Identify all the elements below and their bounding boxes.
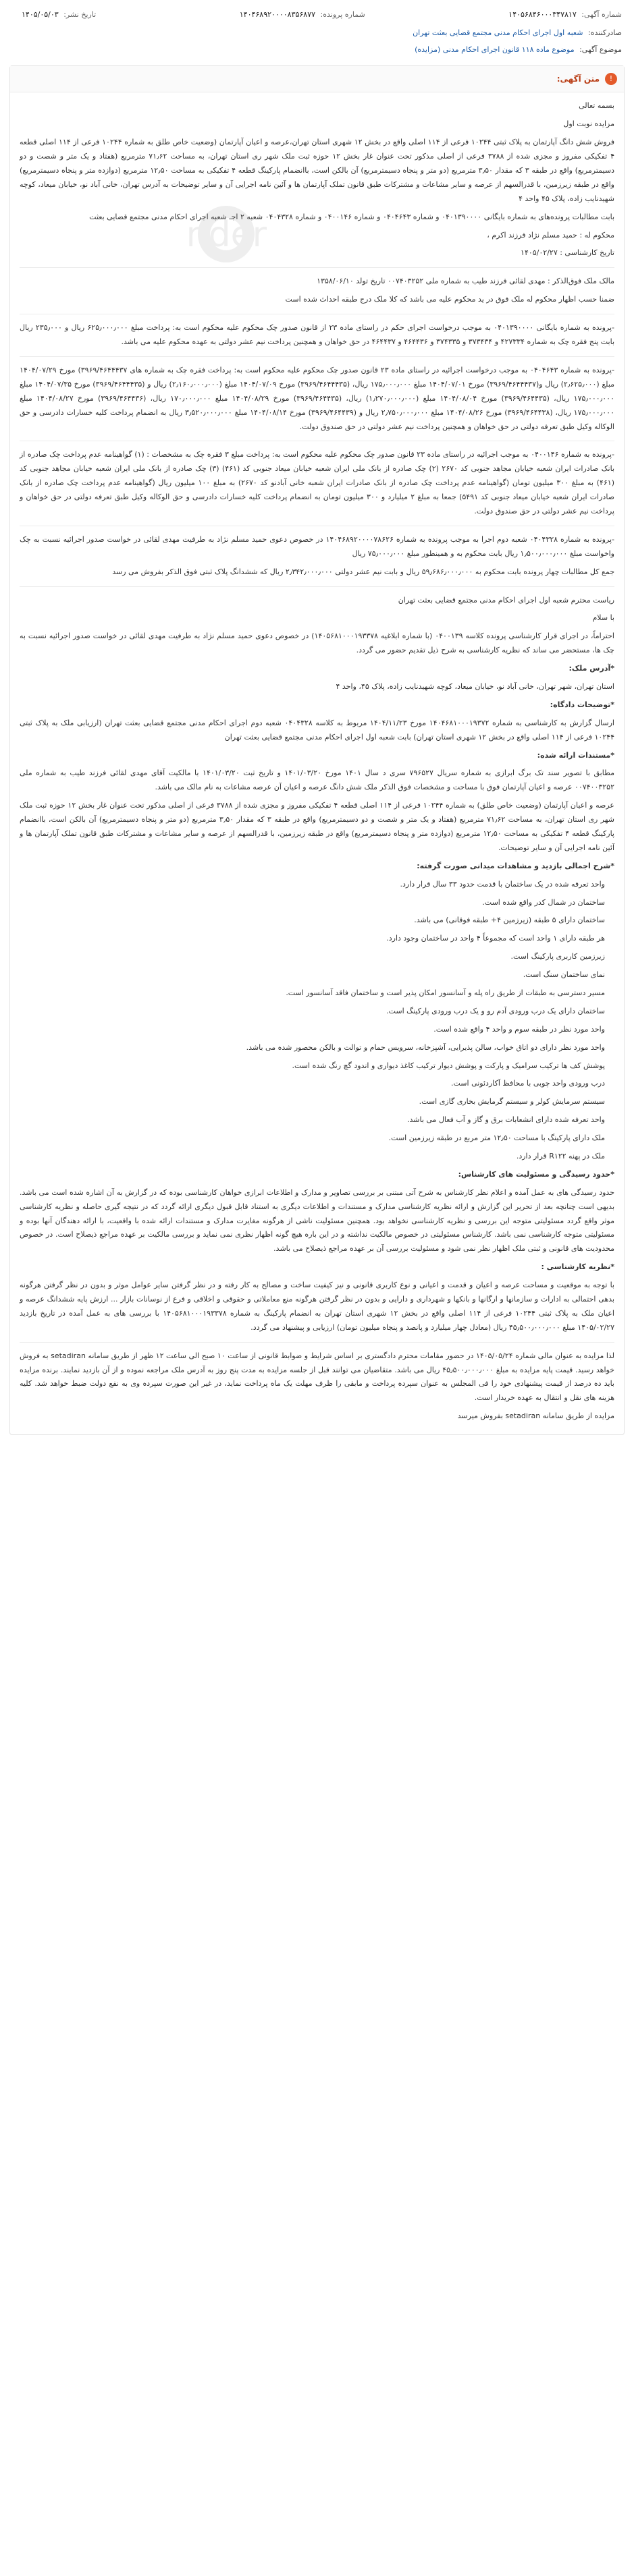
divider <box>20 356 614 357</box>
heading-address: *آدرس ملک: <box>569 664 614 673</box>
paragraph-greeting: با سلام <box>592 613 614 623</box>
paragraph-appraisal-date: تاریخ کارشناسی : ۱۴۰۵/۰۲/۲۷ <box>521 248 614 258</box>
list-item: پوشش کف ها ترکیب سرامیک و پارکت و پوشش دیوار ترکیب کاغذ دیواری و اندود گچ رنگ شده است. <box>292 1061 605 1070</box>
card-header <box>10 66 624 93</box>
paragraph-total-claims: جمع کل مطالبات چهار پرونده بابت محکوم به ۵۹٫۶۸۶٫۰۰۰٫۰۰۰ ریال و بابت نیم عشر دولتی ۲٫۳۴۲٫۰۰۰٫۰۰۰ ریال که ششدانگ پلاک ثبتی فوق الذکر بفروش می رسد <box>112 567 614 576</box>
ads-number-label: شماره آگهی: <box>581 10 622 19</box>
list-item: نمای ساختمان سنگ است. <box>523 970 605 980</box>
divider <box>20 1342 614 1343</box>
watermark-text: nder <box>186 215 267 256</box>
list-item: واحد تعرفه شده در یک ساختمان با قدمت حدود ۳۳ سال قرار دارد. <box>400 879 605 889</box>
subject-label: موضوع آگهی: <box>579 45 622 54</box>
header-meta-bar <box>9 5 625 25</box>
paragraph-possession-note: ضمنا حسب اظهار محکوم له ملک فوق در ید محکوم علیه می باشد که کلا ملک درج طبقه احداث شده است <box>285 295 614 304</box>
paragraph-owner: مالک ملک فوق‌الذکر : مهدی لقائی فرزند طیب به شماره ملی ۰۰۷۴۰۳۲۵۲ تاریخ تولد ۱۳۵۸/۰۶/۱۰ <box>317 277 614 286</box>
heading-court-notes: *توضیحات دادگاه: <box>550 700 614 709</box>
paragraph-property-description: فروش شش دانگ آپارتمان به پلاک ثبتی ۱۰۲۴۴ فرعی از ۱۱۴ اصلی واقع در بخش ۱۲ شهری استان تهران،عرصه و اعیان آپارتمان (وضعیت خاص طلق به شماره ۱۰۲۴۴ فرعی از ۱۱۴ اصلی قطعه ۴ تفکیکی مفروز و مجزی شده از ۳۷۸۸ فرعی از اصلی مذکور تحت عنوان غار بخش ۱۲ حوزه ثبت ملک شهر ری استان تهران، به مساحت ۷۱٫۶۲ مترمربع (هفتاد و یک متر و شصت و دو دسیمترمربع) واقع در طبقه ۳ که مقدار ۳٫۵۰ مترمربع (دو متر و پنجاه دسیمترمربع) آن بالکن است، باانضمام پارکینگ قطعه ۴ تفکیکی به مساحت ۱۲٫۵۰ مترمربع (دوازده متر و پنجاه دسیمترمربع) واقع در طبقه زیرزمین، با قدرالسهم از عرصه و سایر مشاعات و مشترکات طبق قانون تملک آپارتمان ها و آئین نامه اجرایی آن و سایر توضیحات به آدرس تهران، خانی آباد نو، خیابان میعاد، کوچه شهیدنایب زاده، پلاک ۴۵ واحد ۴ <box>20 138 615 203</box>
paragraph-sale-channel: مزایده از طریق سامانه setadiran بفروش میرسد <box>457 1411 614 1421</box>
paragraph-beneficiary: محکوم له : حمید مسلم نژاد فرزند اکرم ، <box>487 230 614 240</box>
list-item: ملک دارای پارکینگ با مساحت ۱۲٫۵۰ متر مربع در طبقه زیرزمین است. <box>388 1133 605 1143</box>
card-title: متن آگهی: <box>556 74 600 84</box>
list-item: مسیر دسترسی به طبقات از طریق راه پله و آسانسور امکان پذیر است و ساختمان فاقد آسانسور است. <box>286 988 605 997</box>
publisher-value[interactable]: شعبه اول اجرای احکام مدنی مجتمع قضایی بعثت تهران <box>413 28 583 37</box>
paragraph-expert-opinion: با توجه به موقعیت و مساحت عرصه و اعیان و قدمت و اعیانی و نوع کاربری قانونی و نیز کیفیت ساخت و مصالح به کار رفته و در نظر گرفتن سایر عوامل موثر و بدون در نظر گرفتن هرگونه بدهی احتمالی به ادارات و سازمانها و ارگانها و بانکها و شهرداری و دارایی و بدون در نظر گرفتن هرگونه منع معاملاتی و حقوقی و اخلاقی و فرع از نوسانات بازار ... ارزش پایه ششدانگ عرصه و اعیان ملک به پلاک ثبتی ۱۰۲۴۴ فرعی از ۱۱۴ اصلی واقع در بخش ۱۲ شهری استان تهران به انضمام پارکینگ به شماره ۱۴۰۵۶۸۱۰۰۰۱۹۳۳۷۸ با بررسی های به عمل آمده در تاریخ بازدید ۱۴۰۵/۰۲/۲۷ مبلغ ۴۵٫۵۰۰٫۰۰۰٫۰۰۰ ریال (معادل چهار میلیارد و پانصد و پنجاه میلیون تومان) ارزیابی و پیشنهاد می گردد. <box>20 1281 614 1332</box>
list-item: واحد تعرفه شده دارای انشعابات برق و گاز و آب فعال می باشد. <box>406 1115 605 1125</box>
list-item: ساختمان دارای ۵ طبقه (زیرزمین ۴+ طبقه فوقانی) می باشد. <box>414 916 605 925</box>
heading-inspection: *شرح اجمالی بازدید و مشاهدات میدانی صورت گرفته: <box>417 861 614 870</box>
paragraph-auction-terms: لذا مزایده به عنوان مالی شماره ۱۴۰۵/۰۵/۲۴ در حضور مقامات محترم دادگستری بر اساس شرایط و ضوابط قانونی از ساعت ۱۰ صبح الی ساعت ۱۲ ظهر از طریق سامانه setadiran به فروش خواهد رسید. قیمت پایه مزایده به مبلغ ۴۵٫۵۰۰٫۰۰۰٫۰۰۰ ریال می باشد. متقاضیان می توانند قبل از جلسه مزایده به مدت پنج روز به آدرس ملک مراجعه نموده و از آن بازدید نمایند. برنده مزایده باید ده درصد از قیمت پیشنهادی خود را فی المجلس به عنوان سپرده پرداخت و مابقی را ظرف مهلت یک ماه پرداخت نماید، در غیر این صورت سپرده وی به نفع دولت ضبط خواهد شد. کلیه هزینه های نقل و انتقال به عهده خریدار است. <box>20 1351 615 1403</box>
paragraph-case-3: -پرونده به شماره ۰۴۰۰۱۴۶ به موجب اجرائیه در راستای ماده ۲۳ قانون صدور چک محکوم علیه محکوم است به: پرداخت مبلغ ۳ فقره چک به مشخصات : (۱) گواهینامه عدم پرداخت چک صادره از بانک صادرات ایران شعبه خیابان مجاهد جنوبی کد ۲۶۷۰ (۲) چک صادره از بانک ملی ایران شعبه خیابان میعاد جنوبی کد (۴۶۱) (۳) چک صادره از بانک ملی ایران شعبه خیابان مجاهد جنوبی کد (۴۶۱) به مبلغ ۳۰۰ میلیون تومان (گواهینامه عدم پرداخت چک صادره از بانک صادرات ایران شعبه خانی آبادنو کد ۲۶۷۰) به مبلغ ۱۰۰ میلیون ریال (گواهینامه عدم پرداخت چک صادره از بانک صادرات ایران شعبه خیابان میعاد جنوبی کد ۵۴۹۱) جمعا به مبلغ ۲ میلیارد و ۳۰۰ میلیون تومان به انضمام پرداخت کلیه خسارات دادرسی و حق الوکاله وکیل طبق تعرفه دولتی در حق خواهان و پرداخت نیم عشر دولتی در حق صندوق دولت. <box>20 450 615 515</box>
ads-number <box>508 8 622 22</box>
ads-number-value: ۱۴۰۵۶۸۴۶۰۰۰۳۴۷۸۱۷ <box>508 10 577 19</box>
heading-expert-opinion: *نظریه کارشناسی : <box>541 1262 614 1272</box>
heading-documents: *مستندات ارائه شده: <box>537 750 614 760</box>
inspection-list <box>20 878 614 1164</box>
list-item: ملک در پهنه R۱۲۲ قرار دارد. <box>516 1152 605 1161</box>
divider <box>20 586 614 587</box>
list-item: واحد مورد نظر در طبقه سوم و واحد ۴ واقع شده است. <box>433 1024 605 1034</box>
paragraph-claims-cases: بابت مطالبات پرونده‌های به شماره بایگانی ۰۴۰۱۳۹۰۰۰۰ و شماره ۰۴۰۴۶۴۳ و شماره ۰۴۰۰۱۴۶ و شماره ۰۴۰۴۳۲۸ شعبه ۲ اجـ شعبه اجرای احکام مدنی مجتمع قضایی بعثت <box>89 212 614 221</box>
subject-line <box>9 42 625 59</box>
info-icon: ! <box>605 73 617 85</box>
list-item: ساختمان دارای یک درب ورودی آدم رو و یک درب ورودی پارکینگ است. <box>386 1006 605 1015</box>
divider <box>20 267 614 268</box>
paragraph-deed: مطابق با تصویر سند تک برگ ابرازی به شماره سریال ۷۹۶۵۲۷ سری د سال ۱۴۰۱ مورخ ۱۴۰۱/۰۳/۲۰ و تاریخ ثبت ۱۴۰۱/۰۳/۲۰ با مالکیت آقای مهدی لقائی فرزند طیب به شماره ملی ۰۰۷۴۰۰۳۲۵۲ عرصه و اعیان آپارتمان فوق با مساحت و مشخصات فوق الذکر ملک شش دانگ عرصه و اعیان آن عرصه مشاعات به نام مالک می باشد. <box>20 768 615 792</box>
heading-responsibilities: *حدود رسیدگی و مسئولیت های کارشناس: <box>458 1169 614 1179</box>
case-number <box>240 8 365 22</box>
case-number-label: شماره پرونده: <box>320 10 365 19</box>
list-item: سیستم سرمایش کولر و سیستم گرمایش بخاری گازی است. <box>419 1097 605 1107</box>
case-number-value: ۱۴۰۴۶۸۹۲۰۰۰۰۸۳۵۶۸۷۷ <box>239 10 316 19</box>
paragraph-case-2: -پرونده به شماره ۰۴۰۴۶۴۳ به موجب درخواست اجرائیه در راستای ماده ۲۳ قانون صدور چک محکوم علیه محکوم است به: پرداخت فقره چک به شماره های ۳۹۶۹/۴۶۴۴۴۳۷) مورخ ۱۴۰۴/۰۷/۲۹ مبلغ (۲٫۶۲۵٫۰۰۰) ریال و(۳۹۶۹/۴۶۴۴۴۳۷) مورخ ۱۴۰۴/۰۷/۰۱ مبلغ ۱۷۵٫۰۰۰٫۰۰۰ ریال، (۳۹۶۹/۴۶۴۴۴۳۵) مورخ ۱۴۰۴/۰۷/۰۹ مبلغ (۲٫۱۶۰٫۰۰۰٫۰۰۰) ریال و (۳۹۶۹/۴۶۴۴۴۳۵) مورخ ۱۴۰۴/۰۷/۳۵ مبلغ ۱۷۵٫۰۰۰٫۰۰۰ ریال، (۳۹۶۹/۴۶۴۴۳۵) مورخ ۱۴۰۴/۰۸/۰۴ مبلغ (۱٫۲۷۰٫۰۰۰٫۰۰۰) ریال، (۳۹۶۹/۴۶۴۴۳۵) مورخ ۱۴۰۴/۰۸/۲۹ مبلغ ۱۷۰٫۰۰۰٫۰۰۰ ریال، (۳۹۶۹/۴۶۴۴۳۶) مورخ ۱۴۰۴/۰۸/۲۷ مبلغ ۱۷۵٫۰۰۰٫۰۰۰ ریال، (۳۹۶۹/۴۶۴۴۳۸) مورخ ۱۴۰۴/۰۸/۲۶ مبلغ ۲٫۷۵۰٫۰۰۰٫۰۰۰ ریال و (۳۹۶۹/۴۶۴۴۳۹) مورخ ۱۴۰۴/۰۸/۱۴ مبلغ ۳٫۵۲۰٫۰۰۰٫۰۰۰ ریال به انضمام پرداخت کلیه خسارات دادرسی و حق الوکاله وکیل طبق تعرفه دولتی در حق خواهان و همچنین پرداخت نیم عشر دولتی در حق صندوق دولت. <box>20 365 615 431</box>
paragraph-addressee: ریاست محترم شعبه اول اجرای احکام مدنی مجتمع قضایی بعثت تهران <box>398 595 614 605</box>
subject-value[interactable]: موضوع ماده ۱۱۸ قانون اجرای احکام مدنی (مزایده) <box>415 45 575 54</box>
paragraph-property-details: عرصه و اعیان آپارتمان (وضعیت خاص طلق) به شماره ۱۰۲۴۴ فرعی از ۱۱۴ اصلی قطعه ۴ تفکیکی مفروز و مجزی شده از ۳۷۸۸ فرعی از اصلی مذکور تحت عنوان غار بخش ۱۲ حوزه ثبت ملک شهر ری استان تهران، به مساحت ۷۱٫۶۲ مترمربع (هفتاد و یک متر و شصت و دو دسیمترمربع) واقع در طبقه ۳ که مقدار ۳٫۵۰ مترمربع (دو متر و پنجاه دسیمترمربع) آن بالکن است، باانضمام پارکینگ قطعه ۴ تفکیکی به مساحت ۱۲٫۵۰ مترمربع (دوازده متر و پنجاه دسیمترمربع) واقع در طبقه زیرزمین، با قدرالسهم از عرصه و سایر مشاعات و مشترکات طبق قانون تملک آپارتمان ها و آئین نامه اجرایی آن و سایر توضیحات. <box>20 801 615 852</box>
paragraph-address: استان تهران، شهر تهران، خانی آباد نو، خیابان میعاد، کوچه شهیدنایب زاده، پلاک ۴۵، واحد ۴ <box>336 681 614 691</box>
paragraph-case-4: -پرونده به شماره ۰۴۰۴۳۲۸ شعبه دوم اجرا به موجب پرونده به شماره ۱۴۰۴۶۸۹۲۰۰۰۰۷۸۶۲۶ در خصوص دعوی حمید مسلم نژاد به طرفیت مهدی لقائی در خواست صدور اجرائیه نسبت به چک واخواست مبلغ ۱٫۵۰۰٫۰۰۰٫۰۰۰ ریال بابت محکوم به و همینطور مبلغ ۷۵٫۰۰۰٫۰۰۰ ریال <box>20 534 614 558</box>
paragraph-court-notes: ارسال گزارش به کارشناسی به شماره ۱۴۰۴۶۸۱۰۰۰۱۹۳۷۲ مورخ ۱۴۰۴/۱۱/۲۳ مربوط به کلاسه ۰۴۰۴۳۲۸ شعبه دوم اجرای احکام مدنی مجتمع قضایی بعثت تهران (ارزیابی ملک به پلاک ثبتی ۱۰۲۴۴ فرعی از ۱۱۴ اصلی واقع در بخش ۱۲ شهری استان تهران) بابت شعبه اول اجرای احکام مدنی مجتمع قضایی بعثت تهران <box>20 718 614 741</box>
paragraph-bismillah: بسمه تعالی <box>579 101 614 111</box>
paragraph-case-1: -پرونده به شماره بایگانی ۰۴۰۱۳۹۰۰۰۰ به موجب درخواست اجرای حکم در راستای ماده ۲۳ از قانون صدور چک محکوم علیه محکوم است به: پرداخت مبلغ ۶۲۵٫۰۰۰٫۰۰۰ ریال و ۲۳۵٫۰۰۰ ریال بابت پنج فقره چک به شماره ۴۲۷۳۳۴ و ۳۷۳۴۳۴ و ۳۷۴۳۳۵ و ۴۶۴۴۳۶ و ۴۶۴۴۳۷ در حق خواهان و همچنین پرداخت نیم عشر دولتی به عهده محکوم علیه می باشد. <box>20 323 615 347</box>
ad-text-card <box>9 65 625 1435</box>
paragraph-auction-title: مزایده نوبت اول <box>563 119 614 129</box>
list-item: زیرزمین کاربری پارکینگ است. <box>510 952 605 961</box>
paragraph-report-intro: احتراماً، در اجرای قرار کارشناسی پرونده کلاسه ۰۴۰۰۱۳۹ (با شماره ابلاغیه ۱۴۰۵۶۸۱۰۰۰۱۹۳۳۷۸) در خصوص دعوی حمید مسلم نژاد به طرفیت مهدی لقائی در خواست صدور اجرائیه نسبت به چک ها، مستحضر می ساند که نظریه کارشناسی به شرح ذیل تقدیم حضور می گردد. <box>20 632 614 655</box>
publish-date <box>22 8 96 22</box>
card-body <box>10 92 624 1434</box>
list-item: هر طبقه دارای ۱ واحد است که مجموعاً ۴ واحد در ساختمان وجود دارد. <box>386 934 605 943</box>
publish-date-value: ۱۴۰۵/۰۵/۰۳ <box>22 10 59 19</box>
paragraph-responsibilities: حدود رسیدگی های به عمل آمده و اعلام نظر کارشناس به شرح آتی مبتنی بر بررسی تصاویر و مدارک و اطلاعات ابرازی خواهان کارشناسی بوده که در گزارش به آن اشاره شده است می باشد. بدیهی است چنانچه بعد از تحریر این گزارش و ارائه نظریه کارشناسی مدارک و مستندات و اطلاعات دیگری به استناد قابل قبول دیگری ارائه گردد که در نتیجه گیری حاصله و نظریه کارشناسی موثر واقع گردد مسئولیتی متوجه این بررسی و نظریه کارشناسی نخواهد بود. همچنین مسئولیت ناشی از هرگونه مغایرت مدارک و مستندات ارائه شده با واقعیت، با ارائه دهندگان آنها بوده و مسئولیتی متوجه کارشناسی نمی باشد. کارشناس مسئولیتی در خصوص مالکیت نداشته و در این باره هیچ گونه اظهار نظری نمی نماید و بررسی مالکیت بر عهده مراجع ذیصلاح است. در خصوص محدودیت های قانونی و ثبتی ملک اظهار نظر نمی شود و مسئولیت بررسی آن بر عهده مراجع ذیصلاح می باشد. <box>20 1187 614 1254</box>
publish-date-label: تاریخ نشر: <box>63 10 97 19</box>
list-item: درب ورودی واحد چوبی با محافظ آکاردئونی است. <box>451 1079 605 1088</box>
publisher-line <box>9 25 625 42</box>
list-item: ساختمان در شمال کدر واقع شده است. <box>482 897 605 907</box>
publisher-label: صادرکننده: <box>587 28 622 37</box>
list-item: واحد مورد نظر دارای دو اتاق خواب، سالن پذیرایی، آشپزخانه، سرویس حمام و توالت و بالکن محصور شده می باشد. <box>246 1042 605 1052</box>
